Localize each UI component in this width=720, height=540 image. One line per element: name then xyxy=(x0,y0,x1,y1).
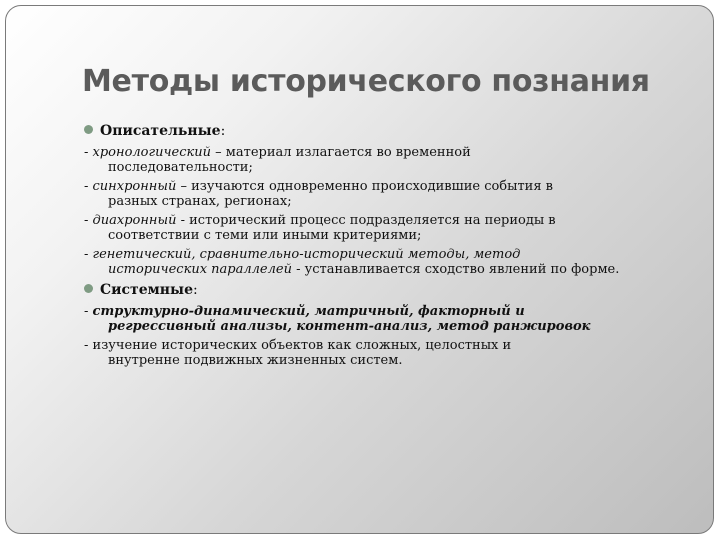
method-term: регрессивный анализы, контент-анализ, метод ранжировок xyxy=(108,319,591,334)
method-term: генетический, сравнительно-исторический методы, метод xyxy=(92,247,521,262)
section-heading-systemic: Системные: xyxy=(84,281,704,300)
method-item-chronological: - хронологический – материал излагается во временной последовательности; xyxy=(84,145,471,175)
method-term: диахронный xyxy=(92,213,177,228)
method-term: хронологический xyxy=(92,145,212,160)
section-heading-text: Системные xyxy=(100,282,193,298)
bullet-dot-icon xyxy=(84,284,93,293)
bullet-dot-icon xyxy=(84,125,93,134)
method-item-genetic: - генетический, сравнительно-исторический методы, метод исторических параллелей - устанавливается сходство явлений по форме. xyxy=(84,247,620,277)
section-heading-descriptive: Описательные: xyxy=(84,122,704,141)
slide-title: Методы исторического познания xyxy=(82,64,650,99)
method-item-structural: - структурно-динамический, матричный, факторный и регрессивный анализы, контент-анализ, метод ранжировок xyxy=(84,304,591,334)
method-item-synchronous: - синхронный – изучаются одновременно происходившие события в разных странах, регионах; xyxy=(84,179,553,209)
method-item-diachronic: - диахронный - исторический процесс подразделяется на периоды в соответствии с теми или иными критериями; xyxy=(84,213,556,243)
section-heading-text: Описательные xyxy=(100,123,221,139)
slide-content xyxy=(84,122,704,368)
slide xyxy=(5,5,714,534)
method-item-systems-study: - изучение исторических объектов как сложных, целостных и внутренне подвижных жизненных систем. xyxy=(84,338,512,368)
method-term: исторических параллелей xyxy=(108,262,292,277)
method-term: структурно-динамический, матричный, факторный и xyxy=(92,304,525,319)
method-term: синхронный xyxy=(92,179,177,194)
